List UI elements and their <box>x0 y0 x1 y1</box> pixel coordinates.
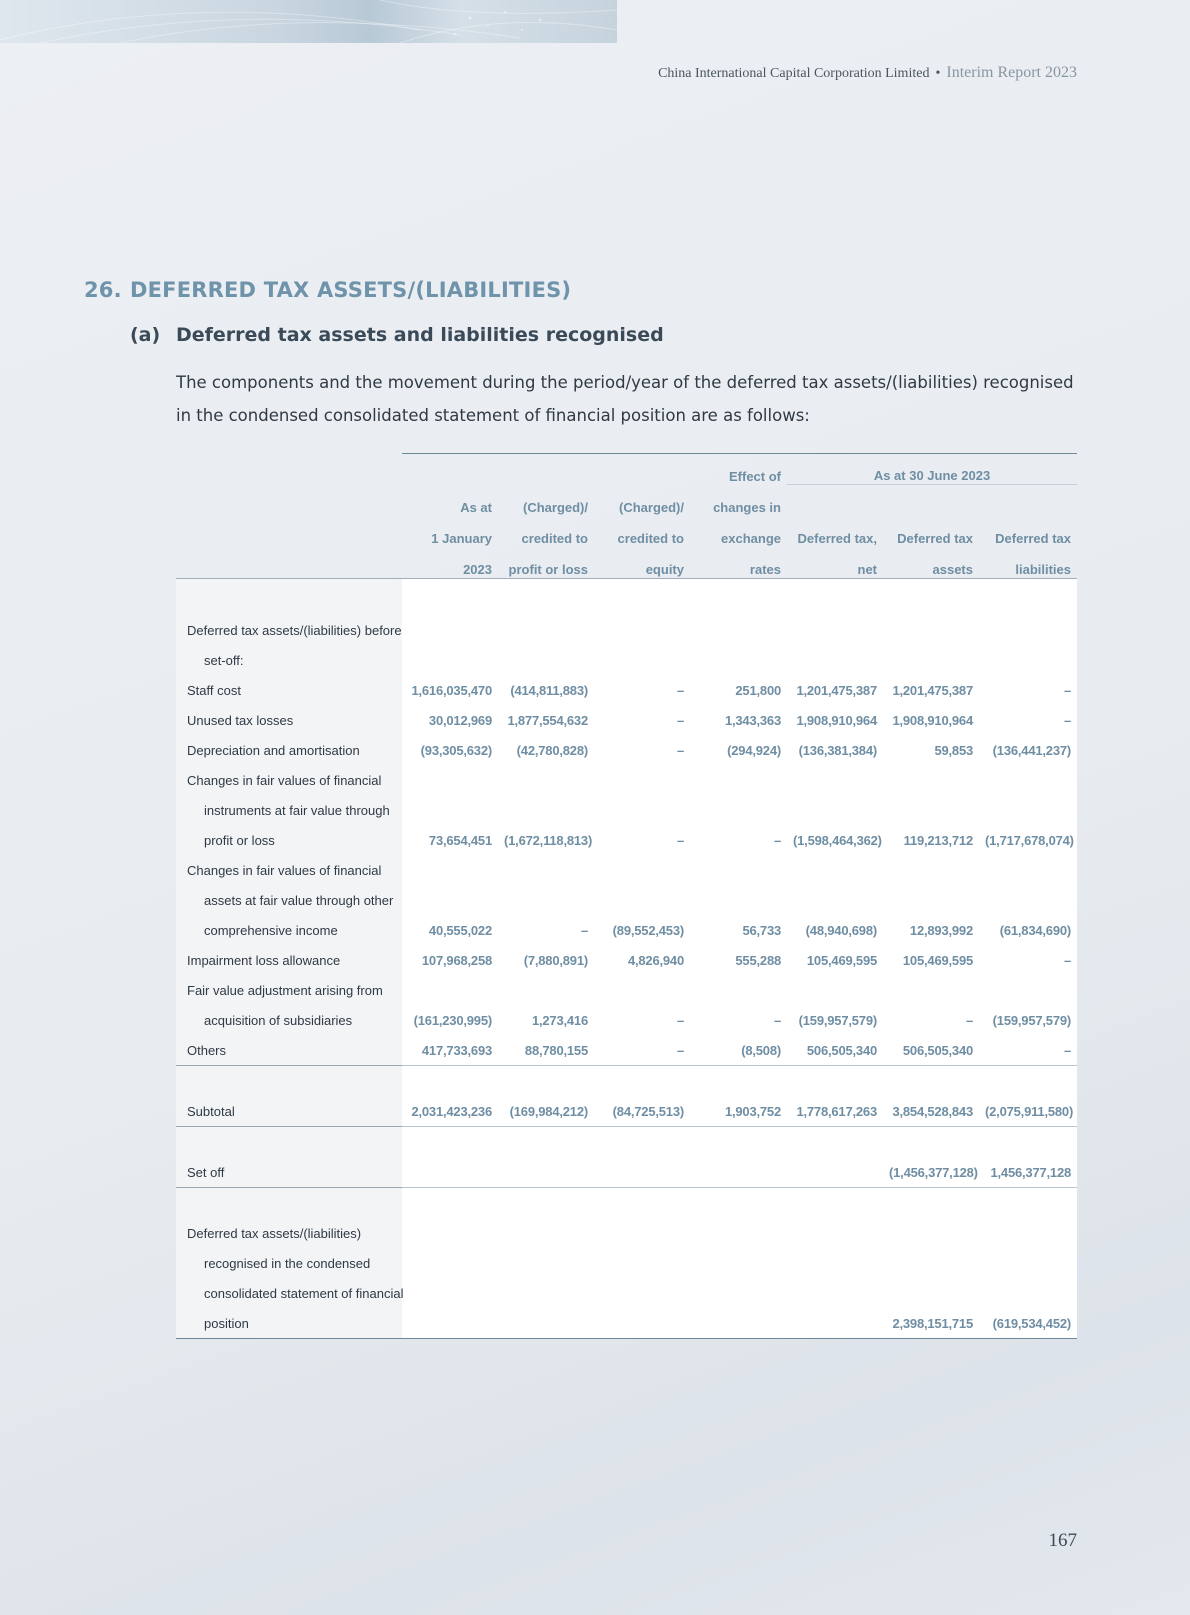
value-cell <box>787 1308 883 1339</box>
empty-cell <box>402 765 498 795</box>
empty-cell <box>498 1066 594 1097</box>
header-cell <box>176 516 402 547</box>
empty-cell <box>402 1248 498 1278</box>
table-row <box>176 1005 1077 1035</box>
empty-cell <box>787 795 883 825</box>
empty-cell <box>979 855 1077 885</box>
empty-cell <box>594 975 690 1005</box>
value-cell: (48,940,698) <box>787 915 883 945</box>
page-number: 167 <box>1048 1530 1077 1551</box>
table-row <box>176 915 1077 945</box>
value-cell: 2,398,151,715 <box>883 1308 979 1339</box>
value-cell: 107,968,258 <box>402 945 498 975</box>
value-cell: – <box>883 1005 979 1035</box>
empty-cell <box>690 1278 787 1308</box>
empty-cell <box>594 1066 690 1097</box>
empty-cell <box>787 579 883 616</box>
empty-cell <box>594 1248 690 1278</box>
empty-cell <box>979 885 1077 915</box>
row-label: Deferred tax assets/(liabilities) <box>176 1218 402 1248</box>
section-title: DEFERRED TAX ASSETS/(LIABILITIES) <box>130 278 572 302</box>
empty-cell <box>402 795 498 825</box>
empty-cell <box>690 1066 787 1097</box>
header-cell: exchange <box>721 531 781 546</box>
value-cell <box>402 1308 498 1339</box>
header-cell: As at <box>460 500 492 515</box>
empty-cell <box>498 1278 594 1308</box>
empty-cell <box>787 1218 883 1248</box>
header-cell: net <box>787 547 883 579</box>
value-cell: (1,598,464,362) <box>787 825 883 855</box>
empty-cell <box>690 1248 787 1278</box>
empty-cell <box>883 1278 979 1308</box>
empty-cell <box>787 765 883 795</box>
empty-cell <box>498 615 594 645</box>
empty-cell <box>883 615 979 645</box>
value-cell <box>787 1157 883 1188</box>
empty-cell <box>690 1218 787 1248</box>
empty-cell <box>498 765 594 795</box>
header-cell: Effect of <box>729 468 781 484</box>
empty-cell <box>883 645 979 675</box>
set-off-row <box>176 1157 1077 1188</box>
empty-cell <box>979 795 1077 825</box>
empty-cell <box>690 1188 787 1219</box>
row-label: Subtotal <box>176 1096 402 1127</box>
row-label: Others <box>176 1035 402 1066</box>
subtotal-row <box>176 1096 1077 1127</box>
value-cell: (7,880,891) <box>498 945 594 975</box>
value-cell: 1,903,752 <box>690 1096 787 1127</box>
value-cell: – <box>979 945 1077 975</box>
empty-cell <box>498 795 594 825</box>
value-cell: (8,508) <box>690 1035 787 1066</box>
empty-cell <box>787 615 883 645</box>
header-cell: Deferred tax, <box>797 531 877 546</box>
empty-cell <box>402 1218 498 1248</box>
row-label: Changes in fair values of financial <box>176 765 402 795</box>
empty-cell <box>402 1278 498 1308</box>
value-cell: – <box>498 915 594 945</box>
value-cell: 40,555,022 <box>402 915 498 945</box>
empty-cell <box>979 1188 1077 1219</box>
value-cell <box>402 1157 498 1188</box>
row-label: position <box>176 1308 402 1339</box>
value-cell: 12,893,992 <box>883 915 979 945</box>
empty-cell <box>402 615 498 645</box>
empty-cell <box>402 1188 498 1219</box>
row-label: Changes in fair values of financial <box>176 855 402 885</box>
header-cell: 1 January <box>431 531 492 546</box>
empty-cell <box>883 1188 979 1219</box>
table-row <box>176 735 1077 765</box>
empty-cell <box>690 855 787 885</box>
empty-cell <box>979 1127 1077 1158</box>
running-header <box>658 64 1077 82</box>
row-label: Staff cost <box>176 675 402 705</box>
empty-cell <box>594 579 690 616</box>
value-cell: – <box>979 1035 1077 1066</box>
value-cell: (93,305,632) <box>402 735 498 765</box>
value-cell: – <box>594 1005 690 1035</box>
header-cell: Deferred tax <box>995 531 1072 546</box>
empty-cell <box>787 1248 883 1278</box>
header-cell: credited to <box>617 531 684 546</box>
value-cell: 251,800 <box>690 675 787 705</box>
empty-cell <box>979 975 1077 1005</box>
empty-cell <box>883 1218 979 1248</box>
table-top-rule <box>402 453 1077 454</box>
empty-cell <box>690 1127 787 1158</box>
empty-cell <box>883 795 979 825</box>
empty-cell <box>402 885 498 915</box>
value-cell: (136,381,384) <box>787 735 883 765</box>
value-cell: (161,230,995) <box>402 1005 498 1035</box>
empty-cell <box>883 975 979 1005</box>
intro-paragraph: The components and the movement during the period/year of the deferred tax assets/(liabilities) recognised in the condensed consolidated statement of financial position are as follows: <box>176 373 1074 425</box>
value-cell: 3,854,528,843 <box>883 1096 979 1127</box>
value-cell: 1,778,617,263 <box>787 1096 883 1127</box>
recognised-row <box>176 1218 1077 1248</box>
empty-cell <box>498 1127 594 1158</box>
row-label <box>176 1127 402 1158</box>
row-label: Set off <box>176 1157 402 1188</box>
row-label: Fair value adjustment arising from <box>176 975 402 1005</box>
value-cell: – <box>594 825 690 855</box>
empty-cell <box>690 579 787 616</box>
value-cell: 4,826,940 <box>594 945 690 975</box>
value-cell: 56,733 <box>690 915 787 945</box>
empty-cell <box>402 975 498 1005</box>
section-heading <box>84 278 571 302</box>
empty-cell <box>594 885 690 915</box>
value-cell: 30,012,969 <box>402 705 498 735</box>
empty-cell <box>787 645 883 675</box>
empty-cell <box>979 1218 1077 1248</box>
value-cell: (619,534,452) <box>979 1308 1077 1339</box>
header-cell <box>594 453 690 485</box>
empty-cell <box>883 1248 979 1278</box>
empty-cell <box>498 885 594 915</box>
value-cell: – <box>594 675 690 705</box>
header-cell: profit or loss <box>498 547 594 579</box>
table-row <box>176 825 1077 855</box>
row-label: recognised in the condensed <box>176 1248 402 1278</box>
value-cell: 119,213,712 <box>883 825 979 855</box>
value-cell: 1,908,910,964 <box>883 705 979 735</box>
row-label: comprehensive income <box>176 915 402 945</box>
section-label-row <box>176 645 1077 675</box>
recognised-row <box>176 1248 1077 1278</box>
empty-cell <box>594 855 690 885</box>
subsection-number: (a) <box>130 324 161 346</box>
empty-cell <box>979 1248 1077 1278</box>
section-label-row <box>176 615 1077 645</box>
value-cell: – <box>979 675 1077 705</box>
header-separator: • <box>935 66 941 81</box>
header-cell <box>176 547 402 579</box>
value-cell: 1,273,416 <box>498 1005 594 1035</box>
value-cell: (89,552,453) <box>594 915 690 945</box>
row-label: consolidated statement of financial <box>176 1278 402 1308</box>
empty-cell <box>883 855 979 885</box>
empty-cell <box>979 615 1077 645</box>
empty-cell <box>883 1066 979 1097</box>
empty-cell <box>690 615 787 645</box>
spacer-row <box>176 579 1077 616</box>
value-cell: – <box>594 705 690 735</box>
value-cell: (42,780,828) <box>498 735 594 765</box>
row-label: Depreciation and amortisation <box>176 735 402 765</box>
header-cell: (Charged)/ <box>619 500 684 515</box>
value-cell <box>498 1308 594 1339</box>
header-cell: assets <box>883 547 979 579</box>
value-cell: 506,505,340 <box>787 1035 883 1066</box>
value-cell <box>594 1157 690 1188</box>
table-row <box>176 765 1077 795</box>
value-cell: 1,343,363 <box>690 705 787 735</box>
empty-cell <box>498 645 594 675</box>
empty-cell <box>690 645 787 675</box>
table-body <box>176 579 1077 1339</box>
empty-cell <box>690 765 787 795</box>
row-label: Deferred tax assets/(liabilities) before <box>176 615 402 645</box>
value-cell: (84,725,513) <box>594 1096 690 1127</box>
value-cell: 1,201,475,387 <box>883 675 979 705</box>
value-cell: 1,201,475,387 <box>787 675 883 705</box>
value-cell: (294,924) <box>690 735 787 765</box>
empty-cell <box>787 1188 883 1219</box>
header-cell <box>498 453 594 485</box>
value-cell: – <box>594 1035 690 1066</box>
value-cell: 506,505,340 <box>883 1035 979 1066</box>
header-cell: credited to <box>521 531 588 546</box>
header-cell: (Charged)/ <box>523 500 588 515</box>
empty-cell <box>498 1248 594 1278</box>
value-cell: (159,957,579) <box>787 1005 883 1035</box>
value-cell: (414,811,883) <box>498 675 594 705</box>
recognised-row <box>176 1308 1077 1339</box>
header-cell <box>176 453 402 485</box>
subsection-heading <box>130 324 664 346</box>
row-label <box>176 1066 402 1097</box>
empty-cell <box>979 579 1077 616</box>
spacer-row <box>176 1066 1077 1097</box>
header-cell: Deferred tax <box>897 531 973 546</box>
empty-cell <box>979 1278 1077 1308</box>
row-label: Unused tax losses <box>176 705 402 735</box>
section-number: 26. <box>84 278 122 302</box>
empty-cell <box>690 795 787 825</box>
empty-cell <box>594 1218 690 1248</box>
empty-cell <box>498 1188 594 1219</box>
value-cell: – <box>594 735 690 765</box>
empty-cell <box>883 765 979 795</box>
row-label <box>176 579 402 616</box>
empty-cell <box>690 975 787 1005</box>
header-cell <box>979 485 1077 517</box>
empty-cell <box>883 579 979 616</box>
empty-cell <box>883 885 979 915</box>
empty-cell <box>787 1278 883 1308</box>
value-cell: 1,616,035,470 <box>402 675 498 705</box>
table-row <box>176 975 1077 1005</box>
value-cell: 88,780,155 <box>498 1035 594 1066</box>
empty-cell <box>498 579 594 616</box>
empty-cell <box>787 885 883 915</box>
value-cell <box>498 1157 594 1188</box>
table-row <box>176 705 1077 735</box>
table-row <box>176 945 1077 975</box>
row-label: profit or loss <box>176 825 402 855</box>
deferred-tax-table <box>176 453 1077 1339</box>
deferred-tax-table-wrapper <box>176 453 1077 1339</box>
value-cell: (159,957,579) <box>979 1005 1077 1035</box>
row-label: set-off: <box>176 645 402 675</box>
value-cell: (1,717,678,074) <box>979 825 1077 855</box>
company-name: China International Capital Corporation Limited <box>658 66 930 81</box>
empty-cell <box>883 1127 979 1158</box>
value-cell: 555,288 <box>690 945 787 975</box>
empty-cell <box>979 1066 1077 1097</box>
header-cell <box>176 485 402 517</box>
header-banner-image <box>0 0 617 43</box>
header-cell: liabilities <box>979 547 1077 579</box>
empty-cell <box>498 975 594 1005</box>
table-row <box>176 795 1077 825</box>
value-cell <box>690 1308 787 1339</box>
table-row <box>176 1035 1077 1066</box>
empty-cell <box>498 1218 594 1248</box>
empty-cell <box>594 645 690 675</box>
value-cell: 105,469,595 <box>883 945 979 975</box>
row-label: assets at fair value through other <box>176 885 402 915</box>
value-cell <box>594 1308 690 1339</box>
value-cell: (61,834,690) <box>979 915 1077 945</box>
table-row <box>176 885 1077 915</box>
value-cell: – <box>690 825 787 855</box>
empty-cell <box>690 885 787 915</box>
empty-cell <box>594 1127 690 1158</box>
header-cell <box>883 485 979 517</box>
empty-cell <box>402 645 498 675</box>
empty-cell <box>594 765 690 795</box>
value-cell: (1,672,118,813) <box>498 825 594 855</box>
header-cell: 2023 <box>402 547 498 579</box>
empty-cell <box>594 795 690 825</box>
empty-cell <box>594 615 690 645</box>
value-cell: (136,441,237) <box>979 735 1077 765</box>
value-cell: 417,733,693 <box>402 1035 498 1066</box>
spacer-row <box>176 1188 1077 1219</box>
empty-cell <box>498 855 594 885</box>
empty-cell <box>402 1066 498 1097</box>
empty-cell <box>402 855 498 885</box>
header-cell <box>787 485 883 517</box>
row-label: acquisition of subsidiaries <box>176 1005 402 1035</box>
empty-cell <box>787 975 883 1005</box>
empty-cell <box>979 765 1077 795</box>
subsection-title: Deferred tax assets and liabilities recognised <box>176 324 664 346</box>
value-cell: 1,456,377,128 <box>979 1157 1077 1188</box>
header-cell: changes in <box>713 500 781 515</box>
empty-cell <box>979 645 1077 675</box>
value-cell: (2,075,911,580) <box>979 1096 1077 1127</box>
header-cell: equity <box>594 547 690 579</box>
table-row <box>176 675 1077 705</box>
value-cell: 59,853 <box>883 735 979 765</box>
empty-cell <box>594 1188 690 1219</box>
value-cell: – <box>690 1005 787 1035</box>
empty-cell <box>594 1278 690 1308</box>
value-cell: 1,877,554,632 <box>498 705 594 735</box>
row-label: instruments at fair value through <box>176 795 402 825</box>
report-title: Interim Report 2023 <box>946 64 1077 81</box>
empty-cell <box>787 1066 883 1097</box>
table-row <box>176 855 1077 885</box>
recognised-row <box>176 1278 1077 1308</box>
value-cell: (169,984,212) <box>498 1096 594 1127</box>
empty-cell <box>787 1127 883 1158</box>
value-cell: 73,654,451 <box>402 825 498 855</box>
group-header-as-at-30-june: As at 30 June 2023 <box>787 453 1077 485</box>
value-cell: 1,908,910,964 <box>787 705 883 735</box>
value-cell: 105,469,595 <box>787 945 883 975</box>
empty-cell <box>402 579 498 616</box>
value-cell <box>690 1157 787 1188</box>
header-cell: rates <box>690 547 787 579</box>
row-label <box>176 1188 402 1219</box>
spacer-row <box>176 1127 1077 1158</box>
value-cell: 2,031,423,236 <box>402 1096 498 1127</box>
row-label: Impairment loss allowance <box>176 945 402 975</box>
value-cell: – <box>979 705 1077 735</box>
header-cell <box>402 453 498 485</box>
empty-cell <box>787 855 883 885</box>
empty-cell <box>402 1127 498 1158</box>
value-cell: (1,456,377,128) <box>883 1157 979 1188</box>
